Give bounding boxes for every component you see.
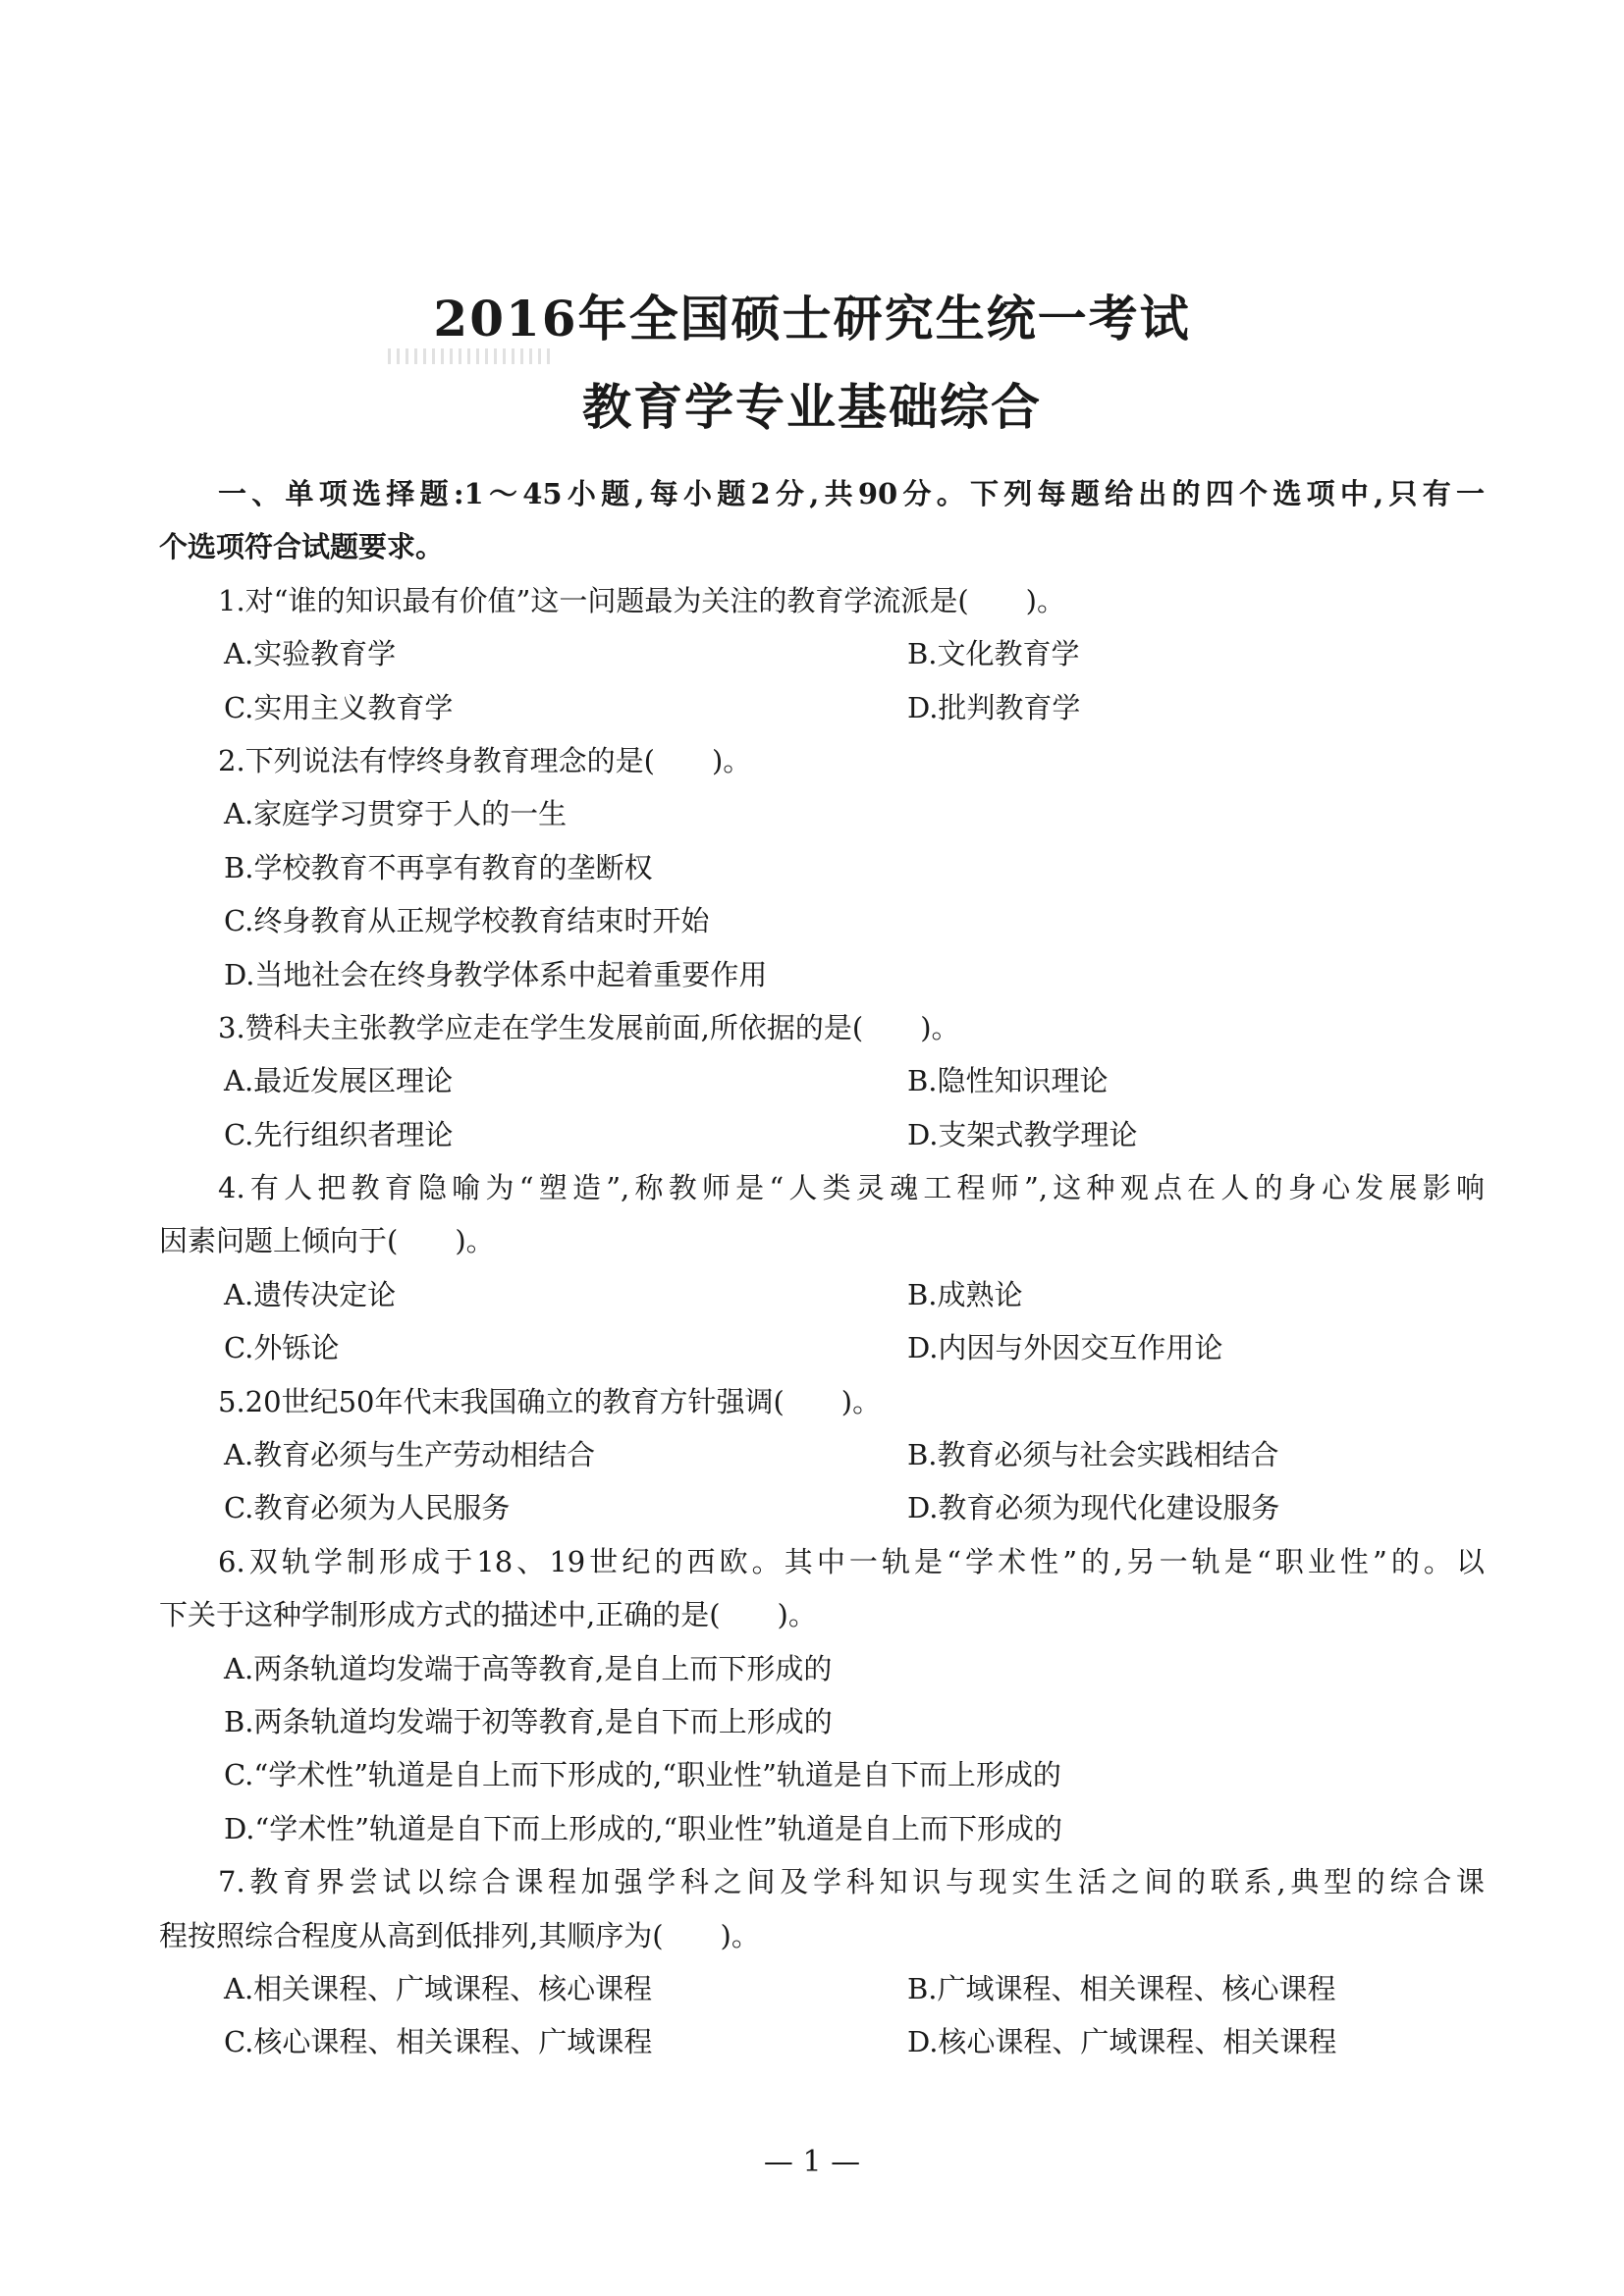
question-stem: 3.赞科夫主张教学应走在学生发展前面,所依据的是( )。 <box>218 1010 960 1044</box>
option-d: D.当地社会在终身教学体系中起着重要作用 <box>224 957 768 991</box>
option-row <box>159 1428 1485 1481</box>
option-d: D.教育必须为现代化建设服务 <box>907 1491 1280 1525</box>
option-b: B.文化教育学 <box>907 637 1080 671</box>
question-stem <box>159 1855 1485 1908</box>
option-row <box>159 1962 1485 2015</box>
option-b: B.两条轨道均发端于初等教育,是自下而上形成的 <box>224 1704 833 1738</box>
section-heading <box>159 467 1485 520</box>
option-row <box>159 681 1485 734</box>
question-stem-line-2: 下关于这种学制形成方式的描述中,正确的是( )。 <box>159 1598 817 1632</box>
option-a: A.相关课程、广域课程、核心课程 <box>224 1971 653 2005</box>
option-c: C.核心课程、相关课程、广域课程 <box>224 2025 653 2059</box>
option-d: D.“学术性”轨道是自下而上形成的,“职业性”轨道是自上而下形成的 <box>224 1811 1062 1845</box>
question-stem-line-2: 因素问题上倾向于( )。 <box>159 1224 495 1258</box>
section-heading-line-2: 个选项符合试题要求。 <box>159 530 445 564</box>
question-stem-line-1: 7.教育界尝试以综合课程加强学科之间及学科知识与现实生活之间的联系,典型的综合课 <box>218 1865 1485 1899</box>
title-line-1: 2016年全国硕士研究生统一考试 <box>433 290 1191 347</box>
option-a: A.最近发展区理论 <box>224 1064 454 1098</box>
option-c: C.教育必须为人民服务 <box>224 1491 511 1525</box>
question-stem <box>159 1161 1485 1214</box>
option-b: B.教育必须与社会实践相结合 <box>907 1438 1279 1472</box>
option-b: B.广域课程、相关课程、核心课程 <box>907 1971 1336 2005</box>
question-stem: 1.对“谁的知识最有价值”这一问题最为关注的教育学流派是( )。 <box>218 583 1065 617</box>
exam-content <box>159 467 1485 2069</box>
option-a: A.遗传决定论 <box>224 1277 397 1311</box>
question-stem-line-1: 4.有人把教育隐喻为“塑造”,称教师是“人类灵魂工程师”,这种观点在人的身心发展影响 <box>218 1171 1485 1205</box>
option-d: D.内因与外因交互作用论 <box>907 1331 1223 1365</box>
option-c: C.先行组织者理论 <box>224 1117 454 1151</box>
question-stem <box>159 1535 1485 1588</box>
option-a: A.两条轨道均发端于高等教育,是自上而下形成的 <box>224 1651 833 1685</box>
page-number: — 1 — <box>763 2145 861 2179</box>
question-stem-line-2: 程按照综合程度从高到低排列,其顺序为( )。 <box>159 1918 760 1952</box>
option-d: D.批判教育学 <box>907 690 1081 724</box>
option-b: B.学校教育不再享有教育的垄断权 <box>224 850 653 884</box>
option-c: C.“学术性”轨道是自上而下形成的,“职业性”轨道是自下而上形成的 <box>224 1758 1061 1792</box>
option-row <box>159 1054 1485 1107</box>
option-b: B.成熟论 <box>907 1277 1023 1311</box>
option-row <box>159 1268 1485 1321</box>
option-d: D.支架式教学理论 <box>907 1117 1138 1151</box>
option-c: C.外铄论 <box>224 1331 340 1365</box>
option-b: B.隐性知识理论 <box>907 1064 1109 1098</box>
question-stem-line-1: 6.双轨学制形成于18、19世纪的西欧。其中一轨是“学术性”的,另一轨是“职业性”的。以 <box>218 1544 1485 1578</box>
option-c: C.实用主义教育学 <box>224 690 454 724</box>
option-row <box>159 627 1485 680</box>
section-heading-line-1: 一、单项选择题:1～45小题,每小题2分,共90分。下列每题给出的四个选项中,只有一 <box>218 477 1485 510</box>
option-a: A.教育必须与生产劳动相结合 <box>224 1438 596 1472</box>
option-a: A.实验教育学 <box>224 637 397 671</box>
title-line-2: 教育学专业基础综合 <box>582 378 1042 436</box>
option-row <box>159 1481 1485 1534</box>
option-row <box>159 1321 1485 1374</box>
option-a: A.家庭学习贯穿于人的一生 <box>224 797 568 831</box>
option-c: C.终身教育从正规学校教育结束时开始 <box>224 904 710 938</box>
option-row <box>159 2015 1485 2068</box>
exam-title <box>0 275 1624 452</box>
option-row <box>159 1108 1485 1161</box>
option-d: D.核心课程、广域课程、相关课程 <box>907 2025 1337 2059</box>
question-stem: 5.20世纪50年代末我国确立的教育方针强调( )。 <box>218 1384 882 1418</box>
question-stem: 2.下列说法有悖终身教育理念的是( )。 <box>218 743 752 777</box>
